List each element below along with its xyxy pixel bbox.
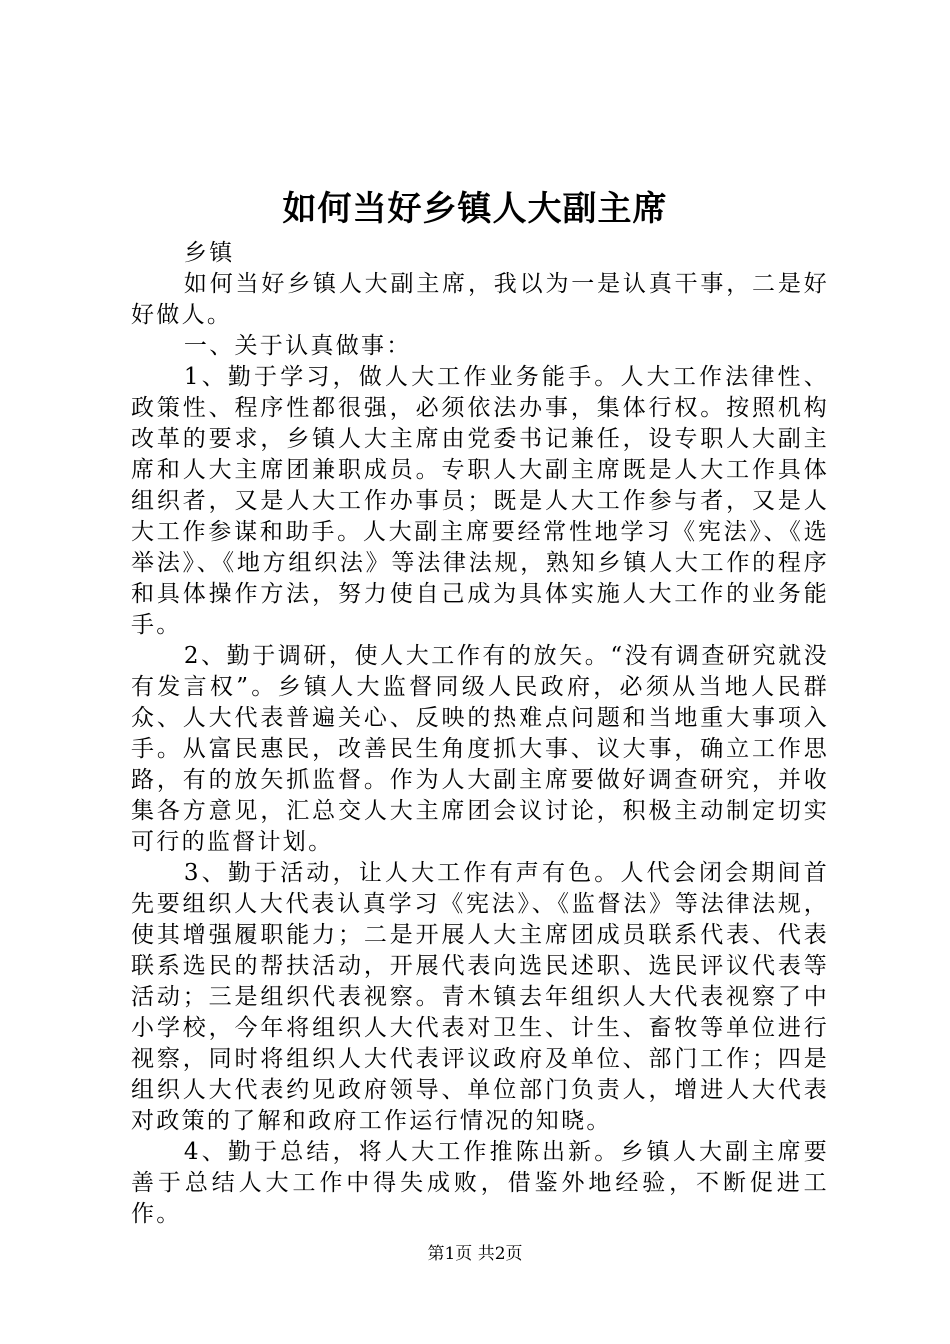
paragraph-intro: 如何当好乡镇人大副主席，我以为一是认真干事，二是好好做人。: [131, 271, 829, 328]
paragraph-point-3: 3、勤于活动，让人大工作有声有色。人代会闭会期间首先要组织人大代表认真学习《宪法》、《监督法》等法律法规，使其增强履职能力；二是开展人大主席团成员联系代表、代表联系选民的帮扶活动，开展代表向选民述职、选民评议代表等活动；三是组织代表视察。青木镇去年组织人大代表视察了中小学校，今年将组织人大代表对卫生、计生、畜牧等单位进行视察，同时将组织人大代表评议政府及单位、部门工作；四是组织人大代表约见政府领导、单位部门负责人，增进人大代表对政策的了解和政府工作运行情况的知晓。: [131, 860, 829, 1134]
paragraph-point-2: 2、勤于调研，使人大工作有的放矢。“没有调查研究就没有发言权”。乡镇人大监督同级人民政府，必须从当地人民群众、人大代表普遍关心、反映的热难点问题和当地重大事项入手。从富民惠民，改善民生角度抓大事、议大事，确立工作思路，有的放矢抓监督。作为人大副主席要做好调查研究，并收集各方意见，汇总交人大主席团会议讨论，积极主动制定切实可行的监督计划。: [131, 643, 829, 855]
paragraph-point-1: 1、勤于学习，做人大工作业务能手。人大工作法律性、政策性、程序性都很强，必须依法办事，集体行权。按照机构改革的要求，乡镇人大主席由党委书记兼任，设专职人大副主席和人大主席团兼职成员。专职人大副主席既是人大工作具体组织者，又是人大工作办事员；既是人大工作参与者，又是人大工作参谋和助手。人大副主席要经常性地学习《宪法》、《选举法》、《地方组织法》等法律法规，熟知乡镇人大工作的程序和具体操作方法，努力使自己成为具体实施人大工作的业务能手。: [131, 364, 829, 638]
paragraph-section-heading: 一、关于认真做事：: [183, 333, 412, 359]
paragraph-subtitle: 乡镇: [183, 240, 235, 266]
page-footer: 第1页 共2页: [427, 1244, 523, 1264]
paragraph-point-4: 4、勤于总结，将人大工作推陈出新。乡镇人大副主席要善于总结人大工作中得失成败，借鉴外地经验，不断促进工作。: [131, 1139, 829, 1227]
document-body: [131, 238, 829, 1230]
document-title: 如何当好乡镇人大副主席: [282, 189, 668, 229]
